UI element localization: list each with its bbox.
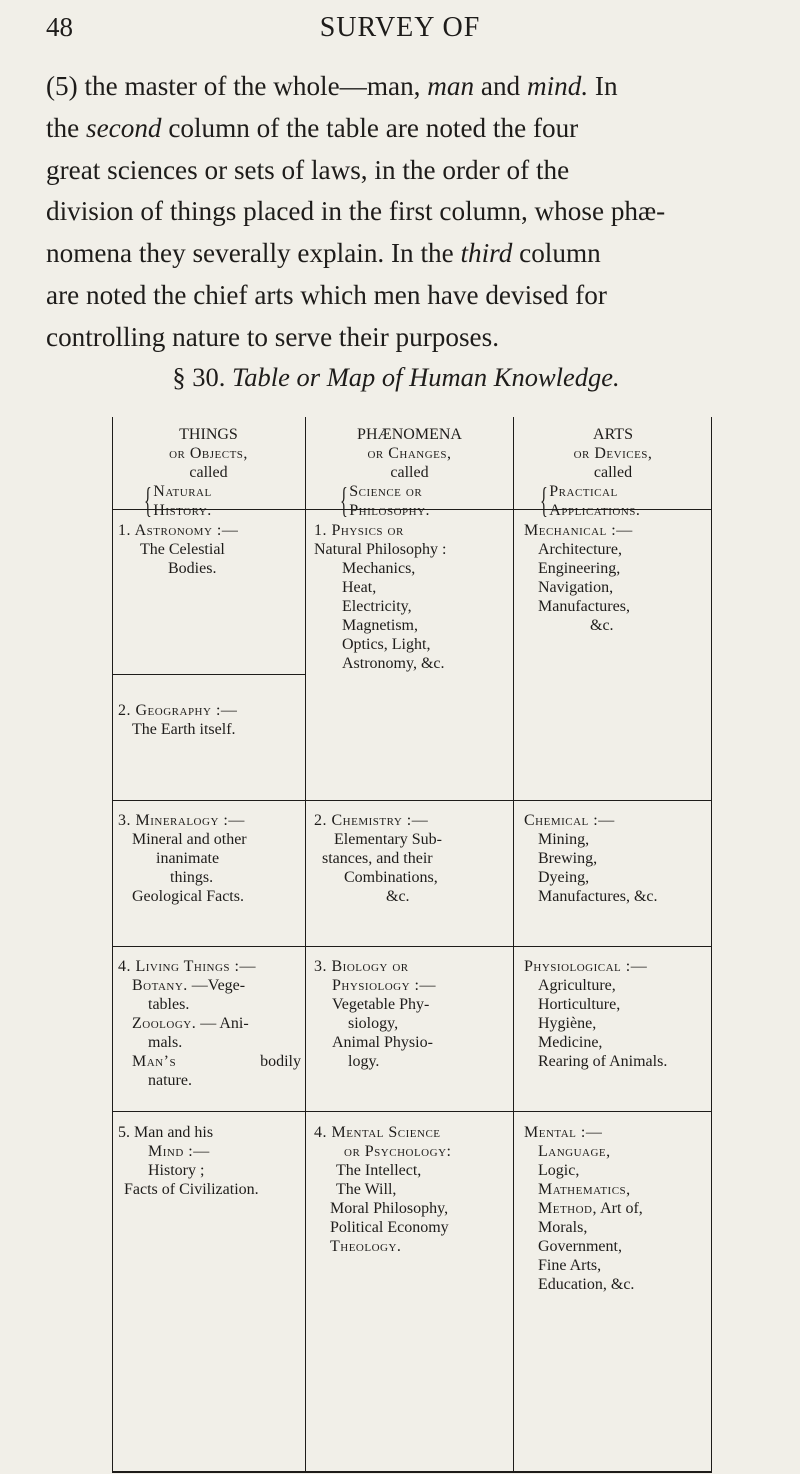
cell-line: Astronomy, &c. bbox=[342, 655, 445, 672]
cell-line: Mining, bbox=[538, 831, 590, 848]
cell-line: Facts of Civilization. bbox=[124, 1181, 259, 1198]
header-subtitle: or Changes, bbox=[367, 445, 452, 462]
cell-line: Theology. bbox=[330, 1238, 402, 1255]
cell-heading: Mind :— bbox=[148, 1143, 210, 1160]
table-caption bbox=[46, 362, 746, 393]
cell-heading: Chemical :— bbox=[524, 812, 615, 829]
cell-mineralogy bbox=[118, 811, 303, 906]
header-brace-line: Practical bbox=[549, 483, 618, 500]
table-left-border bbox=[112, 417, 113, 1472]
cell-chemical bbox=[524, 811, 710, 906]
cell-line: Combinations, bbox=[344, 869, 438, 886]
header-brace-group bbox=[514, 482, 712, 520]
cell-line: History ; bbox=[148, 1162, 205, 1179]
cell-heading: 4. Living Things :— bbox=[118, 958, 256, 975]
cell-line: Mineral and other bbox=[132, 831, 247, 848]
cell-line: Geological Facts. bbox=[132, 888, 244, 905]
cell-heading: 4. Mental Science bbox=[314, 1124, 441, 1141]
cell-heading: Mental :— bbox=[524, 1124, 603, 1141]
cell-line: Manufactures, bbox=[538, 598, 630, 615]
header-title: THINGS bbox=[179, 426, 238, 443]
header-subtitle: or Objects, bbox=[169, 445, 248, 462]
header-things bbox=[112, 425, 305, 520]
header-brace-group bbox=[306, 482, 513, 520]
cell-mental-science bbox=[314, 1123, 512, 1256]
header-brace-line: Natural bbox=[153, 483, 212, 500]
cell-line: Morals, bbox=[538, 1219, 588, 1236]
header-brace-line: History. bbox=[153, 502, 212, 519]
cell-line: siology, bbox=[348, 1015, 399, 1032]
row-rule bbox=[112, 1111, 712, 1112]
brace-symbol: { bbox=[540, 480, 548, 520]
cell-man-and-mind bbox=[118, 1123, 303, 1199]
cell-line: logy. bbox=[348, 1053, 380, 1070]
cell-line: Dyeing, bbox=[538, 869, 590, 886]
column-divider bbox=[305, 417, 306, 1472]
cell-physiological bbox=[524, 957, 720, 1071]
cell-living-things bbox=[118, 957, 303, 1090]
cell-astronomy bbox=[118, 521, 303, 578]
cell-line: Government, bbox=[538, 1238, 622, 1255]
cell-line: Horticulture, bbox=[538, 996, 621, 1013]
cell-line: Agriculture, bbox=[538, 977, 616, 994]
cell-heading: 1. Astronomy :— bbox=[118, 522, 239, 539]
cell-line: Elementary Sub- bbox=[334, 831, 442, 848]
cell-line: Fine Arts, bbox=[538, 1257, 602, 1274]
intro-line: great sciences or sets of laws, in the order of the bbox=[46, 154, 570, 185]
cell-line: Bodies. bbox=[168, 560, 217, 577]
running-title: SURVEY OF bbox=[319, 12, 481, 43]
intro-line: are noted the chief arts which men have devised for bbox=[46, 279, 607, 310]
header-phaenomena bbox=[306, 425, 513, 520]
column-divider bbox=[513, 417, 514, 1472]
cell-line: Navigation, bbox=[538, 579, 614, 596]
cell-geography bbox=[118, 701, 303, 739]
cell-line: Magnetism, bbox=[342, 617, 418, 634]
cell-line: &c. bbox=[590, 617, 614, 634]
cell-line: Natural Philosophy : bbox=[314, 541, 447, 558]
intro-line: the second column of the table are noted the four bbox=[46, 112, 579, 143]
brace-symbol: { bbox=[144, 480, 152, 520]
cell-line: stances, and their bbox=[322, 850, 433, 867]
cell-line: Brewing, bbox=[538, 850, 598, 867]
cell-heading: 2. Chemistry :— bbox=[314, 812, 429, 829]
cell-line: tables. bbox=[148, 996, 190, 1013]
cell-line: Rearing of Animals. bbox=[538, 1053, 668, 1070]
row-rule bbox=[112, 800, 712, 801]
cell-heading: 2. Geography :— bbox=[118, 702, 238, 719]
cell-line: The Earth itself. bbox=[132, 721, 236, 738]
knowledge-table bbox=[112, 417, 712, 1472]
cell-line: The Celestial bbox=[140, 541, 225, 558]
cell-line: Hygiène, bbox=[538, 1015, 597, 1032]
header-called: called bbox=[593, 464, 633, 481]
cell-line: Mathematics, bbox=[538, 1181, 631, 1198]
brace-symbol: { bbox=[340, 480, 348, 520]
cell-line: nature. bbox=[148, 1072, 192, 1089]
cell-line: Manufactures, &c. bbox=[538, 888, 658, 905]
cell-line: Education, &c. bbox=[538, 1276, 635, 1293]
cell-mechanical bbox=[524, 521, 710, 635]
cell-line: Man’s bodily bbox=[132, 1053, 301, 1070]
cell-mental-arts bbox=[524, 1123, 710, 1294]
header-title: PHÆNOMENA bbox=[357, 426, 462, 443]
intro-paragraph bbox=[46, 66, 746, 359]
running-head bbox=[0, 8, 800, 48]
header-arts bbox=[514, 425, 712, 520]
cell-line: Animal Physio- bbox=[332, 1034, 433, 1051]
header-called: called bbox=[189, 464, 228, 481]
cell-line: Moral Philosophy, bbox=[330, 1200, 449, 1217]
cell-line: The Will, bbox=[336, 1181, 397, 1198]
cell-line: Heat, bbox=[342, 579, 377, 596]
section-number: § 30. bbox=[172, 362, 226, 392]
cell-heading: Physiological :— bbox=[524, 958, 648, 975]
cell-heading: 3. Mineralogy :— bbox=[118, 812, 245, 829]
cell-line: Optics, Light, bbox=[342, 636, 431, 653]
cell-line: Language, bbox=[538, 1143, 611, 1160]
cell-line: Botany. —Vege- bbox=[132, 977, 246, 994]
header-subtitle: or Devices, bbox=[573, 445, 653, 462]
cell-heading: Physiology :— bbox=[332, 977, 437, 994]
cell-line: &c. bbox=[386, 888, 410, 905]
cell-line: Engineering, bbox=[538, 560, 621, 577]
header-brace-group bbox=[112, 482, 305, 520]
header-called: called bbox=[390, 464, 429, 481]
cell-chemistry bbox=[314, 811, 512, 906]
cell-line: Logic, bbox=[538, 1162, 580, 1179]
cell-heading: or Psychology: bbox=[344, 1143, 452, 1160]
cell-heading: 1. Physics or bbox=[314, 522, 404, 539]
row-rule bbox=[112, 946, 712, 947]
header-brace-line: Applications. bbox=[549, 502, 641, 519]
page-number: 48 bbox=[46, 12, 73, 42]
cell-line: inanimate bbox=[156, 850, 220, 867]
cell-line: Architecture, bbox=[538, 541, 622, 558]
intro-line: controlling nature to serve their purposes. bbox=[46, 321, 500, 352]
cell-line: Mechanics, bbox=[342, 560, 416, 577]
cell-biology bbox=[314, 957, 512, 1071]
cell-line: Political Economy bbox=[330, 1219, 449, 1236]
intro-line: division of things placed in the first column, whose phæ- bbox=[46, 196, 666, 227]
cell-physics bbox=[314, 521, 512, 673]
cell-line: The Intellect, bbox=[336, 1162, 422, 1179]
table-bottom-border bbox=[112, 1471, 712, 1473]
header-title: ARTS bbox=[593, 426, 633, 443]
intro-line: (5) the master of the whole—man, man and mind. In bbox=[46, 71, 618, 101]
cell-line: Method, Art of, bbox=[538, 1200, 643, 1217]
intro-line: nomena they severally explain. In the third column bbox=[46, 238, 601, 269]
header-brace-line: Philosophy. bbox=[349, 502, 431, 519]
row-rule bbox=[112, 674, 305, 675]
cell-heading: Mechanical :— bbox=[524, 522, 633, 539]
cell-line: Medicine, bbox=[538, 1034, 603, 1051]
table-right-border bbox=[711, 417, 712, 1472]
cell-line: Vegetable Phy- bbox=[332, 996, 430, 1013]
cell-line: mals. bbox=[148, 1034, 183, 1051]
cell-line: Zoology. — Ani- bbox=[132, 1015, 249, 1032]
cell-heading: 3. Biology or bbox=[314, 958, 409, 975]
cell-line: things. bbox=[170, 869, 214, 886]
header-brace-line: Science or bbox=[349, 483, 423, 500]
cell-heading: 5. Man and his bbox=[118, 1124, 214, 1141]
table-title: Table or Map of Human Knowledge. bbox=[231, 362, 620, 392]
cell-line: Electricity, bbox=[342, 598, 412, 615]
